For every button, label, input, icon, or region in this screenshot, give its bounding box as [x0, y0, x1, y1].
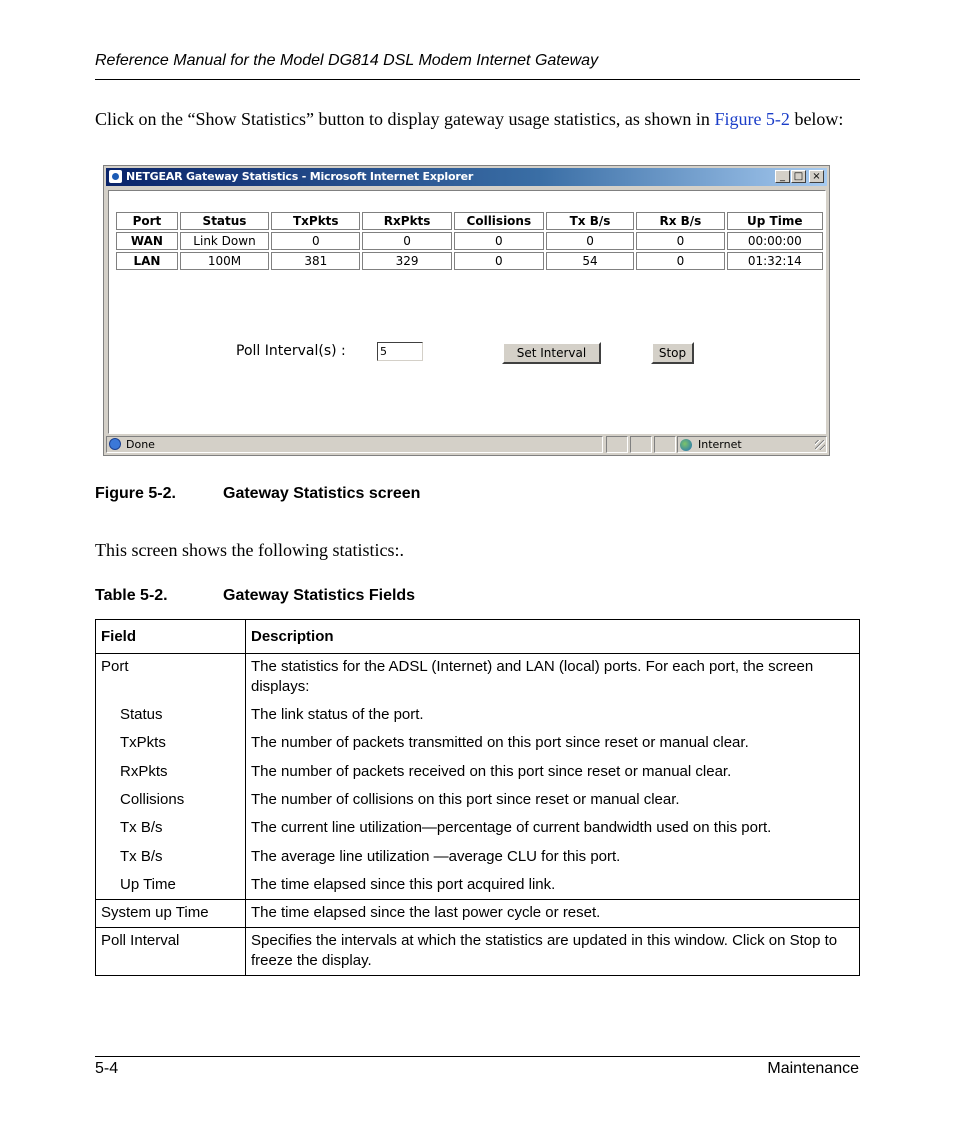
statistics-header-row — [116, 212, 823, 230]
subfield-description: The average line utilization —average CLU for this port. — [251, 848, 621, 865]
port-cell: LAN — [116, 252, 178, 270]
status-pane-empty — [606, 436, 628, 453]
figure-link[interactable]: Figure 5-2 — [714, 109, 790, 129]
field-column-header: Field — [96, 620, 246, 654]
collisions-cell: 0 — [454, 232, 544, 250]
window-title: NETGEAR Gateway Statistics - Microsoft Internet Explorer — [126, 170, 474, 183]
column-header: Status — [180, 212, 269, 230]
set-interval-button[interactable]: Set Interval — [502, 342, 601, 364]
statistics-table — [114, 210, 825, 272]
table-row — [96, 900, 860, 928]
tx-bps-cell: 0 — [546, 232, 634, 250]
stop-button[interactable]: Stop — [651, 342, 694, 364]
description-cell — [246, 654, 860, 900]
status-cell: Link Down — [180, 232, 269, 250]
header-rule — [95, 79, 860, 80]
running-header: Reference Manual for the Model DG814 DSL Modem Internet Gateway — [95, 52, 599, 69]
intro-text-before: Click on the “Show Statistics” button to display gateway usage statistics, as shown in — [95, 109, 715, 129]
table-number: Table 5-2. — [95, 587, 168, 604]
window-titlebar — [106, 168, 827, 186]
table-caption — [95, 587, 415, 605]
footer-rule — [95, 1056, 860, 1057]
browser-statusbar — [106, 436, 827, 454]
collisions-cell: 0 — [454, 252, 544, 270]
subfield-description: The time elapsed since this port acquired link. — [251, 876, 556, 893]
status-pane-empty — [630, 436, 652, 453]
section-name: Maintenance — [767, 1060, 859, 1077]
field-description: The time elapsed since the last power cycle or reset. — [251, 904, 601, 921]
rx-bps-cell: 0 — [636, 252, 724, 270]
page-number: 5-4 — [95, 1060, 119, 1077]
table-row — [96, 928, 860, 976]
table-row — [96, 654, 860, 900]
field-cell — [96, 900, 246, 928]
description-cell — [246, 928, 860, 976]
column-header: TxPkts — [271, 212, 360, 230]
ie-app-icon — [109, 170, 122, 183]
browser-content — [108, 190, 826, 434]
intro-text-after: below: — [789, 109, 844, 129]
rx-bps-cell: 0 — [636, 232, 724, 250]
status-pane-empty — [654, 436, 676, 453]
txpkts-cell: 0 — [271, 232, 360, 250]
field-description: Specifies the intervals at which the statistics are updated in this window. Click on Stop to freeze the display. — [251, 932, 838, 969]
subfield-name: Tx B/s — [120, 848, 163, 865]
field-cell — [96, 928, 246, 976]
page-done-icon — [109, 438, 121, 450]
maximize-button[interactable]: □ — [791, 170, 806, 183]
description-cell — [246, 900, 860, 928]
uptime-cell: 00:00:00 — [727, 232, 823, 250]
poll-interval-label: Poll Interval(s) : — [236, 343, 346, 359]
field-name: System up Time — [101, 904, 209, 921]
port-cell: WAN — [116, 232, 178, 250]
resize-grip-icon[interactable] — [815, 440, 825, 450]
column-header: Collisions — [454, 212, 544, 230]
figure-caption — [95, 485, 420, 503]
body-paragraph: This screen shows the following statistics:. — [95, 540, 404, 560]
close-button[interactable]: × — [809, 170, 824, 183]
status-pane — [106, 436, 603, 453]
figure-number: Figure 5-2. — [95, 485, 176, 502]
subfield-name: Tx B/s — [120, 819, 163, 836]
column-header: Up Time — [727, 212, 823, 230]
column-header: RxPkts — [362, 212, 451, 230]
field-description: The statistics for the ADSL (Internet) and LAN (local) ports. For each port, the screen displays: — [251, 658, 814, 695]
table-title: Gateway Statistics Fields — [223, 587, 416, 604]
intro-paragraph — [95, 108, 860, 131]
field-name: Port — [101, 658, 129, 675]
rxpkts-cell: 329 — [362, 252, 451, 270]
figure-title: Gateway Statistics screen — [223, 485, 421, 502]
column-header: Tx B/s — [546, 212, 634, 230]
browser-window-screenshot — [103, 165, 830, 456]
status-text: Done — [126, 438, 155, 451]
description-column-header: Description — [246, 620, 860, 654]
fields-table — [95, 619, 860, 976]
rxpkts-cell: 0 — [362, 232, 451, 250]
subfield-description: The current line utilization—percentage of current bandwidth used on this port. — [251, 819, 772, 836]
zone-text: Internet — [698, 438, 742, 451]
tx-bps-cell: 54 — [546, 252, 634, 270]
field-name: Poll Interval — [101, 932, 180, 949]
subfield-name: Collisions — [120, 791, 185, 808]
table-row — [116, 252, 823, 270]
internet-globe-icon — [680, 439, 692, 451]
subfield-name: TxPkts — [120, 734, 166, 751]
poll-interval-input[interactable]: 5 — [377, 342, 423, 361]
minimize-button[interactable]: _ — [775, 170, 790, 183]
subfield-name: Up Time — [120, 876, 176, 893]
subfield-name: Status — [120, 706, 163, 723]
subfield-description: The number of collisions on this port since reset or manual clear. — [251, 791, 680, 808]
txpkts-cell: 381 — [271, 252, 360, 270]
fields-header-row — [96, 620, 860, 654]
column-header: Port — [116, 212, 178, 230]
column-header: Rx B/s — [636, 212, 724, 230]
subfield-name: RxPkts — [120, 763, 168, 780]
status-cell: 100M — [180, 252, 269, 270]
table-row — [116, 232, 823, 250]
uptime-cell: 01:32:14 — [727, 252, 823, 270]
subfield-description: The link status of the port. — [251, 706, 424, 723]
field-cell — [96, 654, 246, 900]
subfield-description: The number of packets received on this port since reset or manual clear. — [251, 763, 732, 780]
subfield-description: The number of packets transmitted on this port since reset or manual clear. — [251, 734, 749, 751]
